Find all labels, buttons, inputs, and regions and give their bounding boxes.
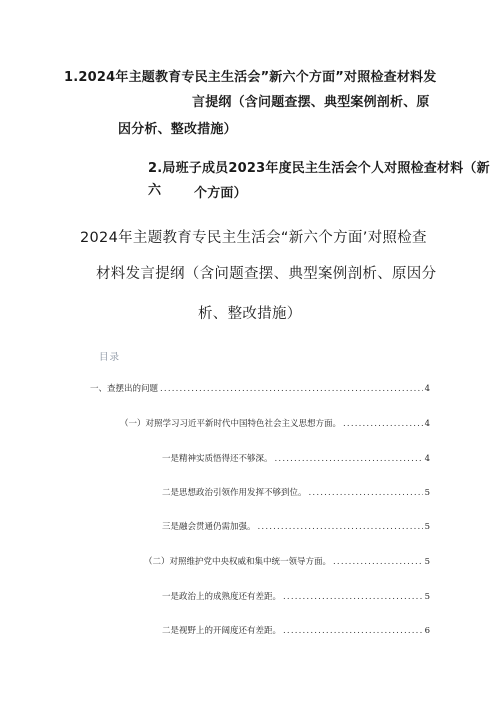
toc-entry[interactable] xyxy=(162,487,430,499)
toc-entry-label: 二是视野上的开阔度还有差距。 xyxy=(162,626,282,636)
toc-entry-label: 一、查摆出的问题 xyxy=(90,384,159,394)
toc-leader-dots xyxy=(160,383,423,395)
document-title-line3: 析、整改措施） xyxy=(198,306,302,322)
related-item-2-line2[interactable]: 个方面） xyxy=(194,186,247,201)
toc-entry-label: 一是精神实质悟得还不够深。 xyxy=(162,454,273,464)
toc-entry-label: 三是融会贯通仍需加强。 xyxy=(162,522,256,532)
toc-entry-label: （二）对照维护党中央权威和集中统一领导方面。 xyxy=(144,557,332,567)
toc-entry-label: 二是思想政治引领作用发挥不够到位。 xyxy=(162,488,307,498)
toc-leader-dots xyxy=(283,625,423,637)
toc-entry[interactable] xyxy=(162,625,430,637)
toc-page-number: 4 xyxy=(424,419,430,429)
toc-leader-dots xyxy=(309,487,423,499)
toc-page-number: 4 xyxy=(424,384,430,394)
toc-entry[interactable] xyxy=(162,521,430,533)
toc-page-number: 6 xyxy=(424,626,430,636)
related-item-1-line1[interactable]: 1.2024年主题教育专民主生活会”新六个方面”对照检查材料发 xyxy=(64,70,437,85)
toc-heading: 目录 xyxy=(99,352,121,363)
related-item-2-line1[interactable]: 2.局班子成员2023年度民主生活会个人对照检查材料（新六 xyxy=(148,161,490,198)
toc-entry[interactable] xyxy=(90,383,430,395)
toc-leader-dots xyxy=(275,453,423,465)
toc-leader-dots xyxy=(333,556,423,568)
toc-entry[interactable] xyxy=(162,453,430,465)
toc-entry[interactable] xyxy=(120,418,430,430)
toc-entry[interactable] xyxy=(162,591,430,603)
toc-page-number: 5 xyxy=(424,592,430,602)
toc-leader-dots xyxy=(258,521,423,533)
toc-entry[interactable] xyxy=(144,556,430,568)
related-item-1-line3[interactable]: 因分析、整改措施） xyxy=(118,122,237,137)
toc-entry-label: 一是政治上的成熟度还有差距。 xyxy=(162,592,282,602)
document-title-line2: 材料发言提纲（含问题查摆、典型案例剖析、原因分 xyxy=(96,266,437,282)
toc-leader-dots xyxy=(283,591,423,603)
toc-page-number: 5 xyxy=(424,557,430,567)
related-item-1-line2[interactable]: 言提纲（含问题查摆、典型案例剖析、原 xyxy=(192,95,430,110)
document-title-line1: 2024年主题教育专民主生活会“新六个方面’对照检查 xyxy=(80,230,427,246)
toc-page-number: 5 xyxy=(424,488,430,498)
toc-leader-dots xyxy=(343,418,423,430)
toc-entry-label: （一）对照学习习近平新时代中国特色社会主义思想方面。 xyxy=(120,419,342,429)
toc-page-number: 5 xyxy=(424,522,430,532)
toc-page-number: 4 xyxy=(424,454,430,464)
